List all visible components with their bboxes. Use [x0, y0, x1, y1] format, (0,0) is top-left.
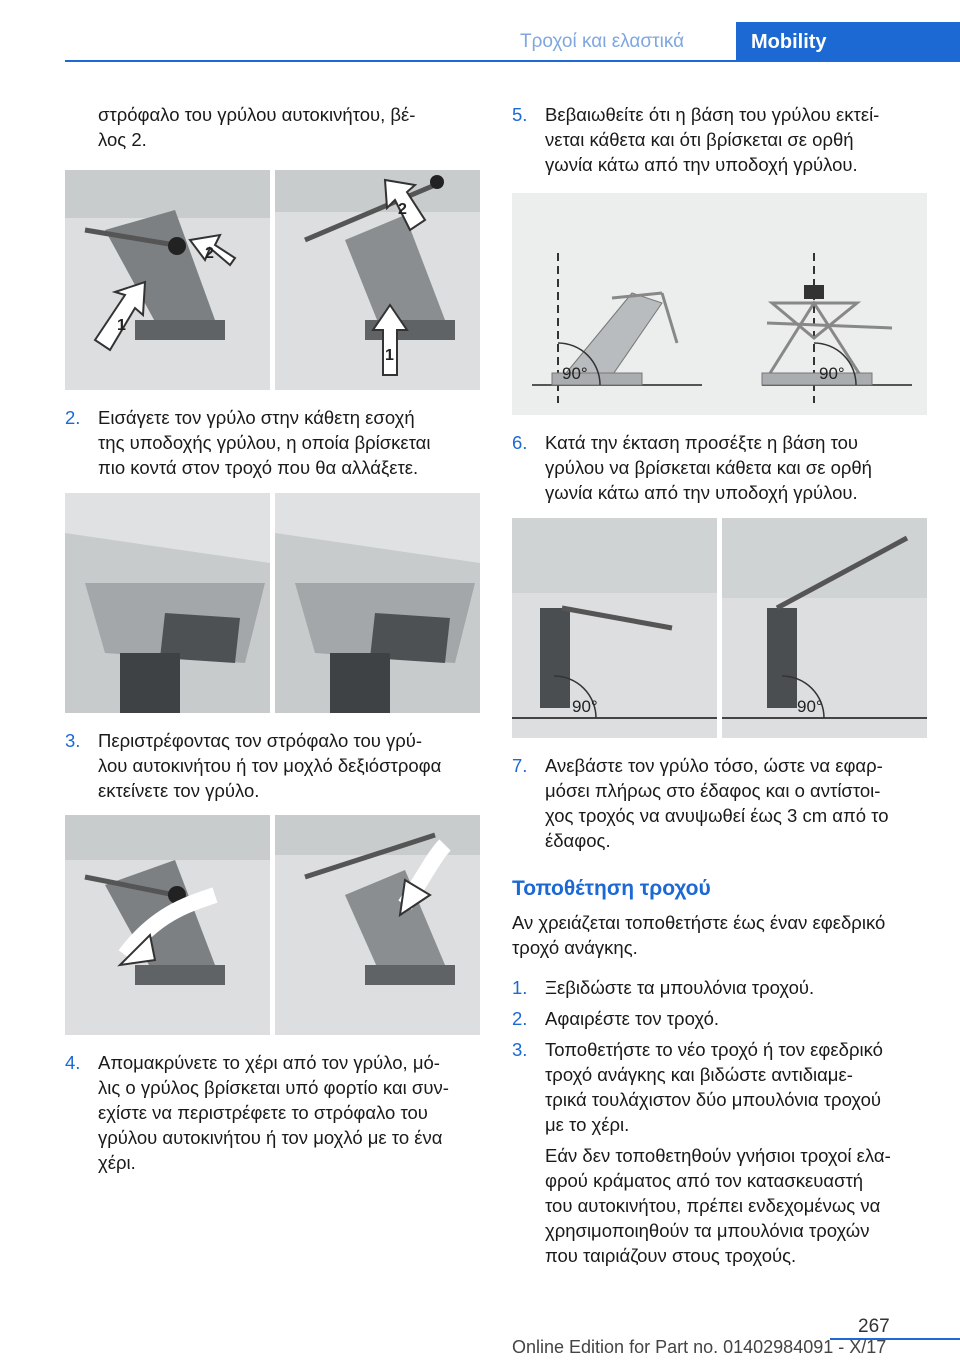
- left-intro: στρόφαλο του γρύλου αυτοκινήτου, βέ- λος 2.: [98, 104, 416, 150]
- arrow-label-1-right: 1: [385, 347, 394, 364]
- angle-label-photo-left: 90°: [572, 697, 598, 716]
- step-number: 2.: [65, 407, 81, 428]
- step-number: 4.: [65, 1052, 81, 1073]
- arrow-label-2-right: 2: [398, 201, 407, 218]
- section-intro: Αν χρειάζεται τοποθετήστε έως έναν εφεδρικό τροχό ανάγκης.: [512, 912, 886, 958]
- arrow-label-1: 1: [117, 317, 126, 334]
- header-section-title: Τροχοί και ελαστικά: [520, 31, 685, 52]
- footer-edition: Online Edition for Part no. 01402984091 - X/17: [512, 1337, 887, 1357]
- figure-jack-extend: [65, 815, 480, 1035]
- step-number: 5.: [512, 104, 528, 125]
- arrow-label-2: 2: [205, 245, 214, 262]
- figure-jack-photo-90: [512, 518, 927, 738]
- mount-note: Εάν δεν τοποθετηθούν γνήσιοι τροχοί ελα- φρού κράματος από τον κατασκευαστή του αυτοκινήτου, πρέπει ενδεχομένως να χρησιμοποιηθούν τα μπουλόνια τροχών που ταιριάζουν στους τροχούς.: [545, 1145, 891, 1266]
- angle-label-photo-right: 90°: [797, 697, 823, 716]
- step-number: 7.: [512, 755, 528, 776]
- header-rule: [65, 60, 960, 62]
- step-number: 1.: [512, 977, 528, 998]
- header-tab-mobility[interactable]: Mobility: [736, 22, 960, 62]
- figure-jack-crank-arrows: [65, 170, 480, 390]
- angle-label-left: 90°: [562, 364, 588, 383]
- step-number: 6.: [512, 432, 528, 453]
- angle-label-right: 90°: [819, 364, 845, 383]
- step-number: 2.: [512, 1008, 528, 1029]
- figure-jack-90-diagram: [512, 193, 927, 415]
- step-number: 3.: [512, 1039, 528, 1060]
- section-heading-wheel-mount: Τοποθέτηση τροχού: [512, 877, 711, 900]
- page-header: [0, 0, 960, 62]
- page-number: 267: [858, 1316, 890, 1337]
- step-number: 3.: [65, 730, 81, 751]
- figure-jack-socket: [65, 493, 480, 713]
